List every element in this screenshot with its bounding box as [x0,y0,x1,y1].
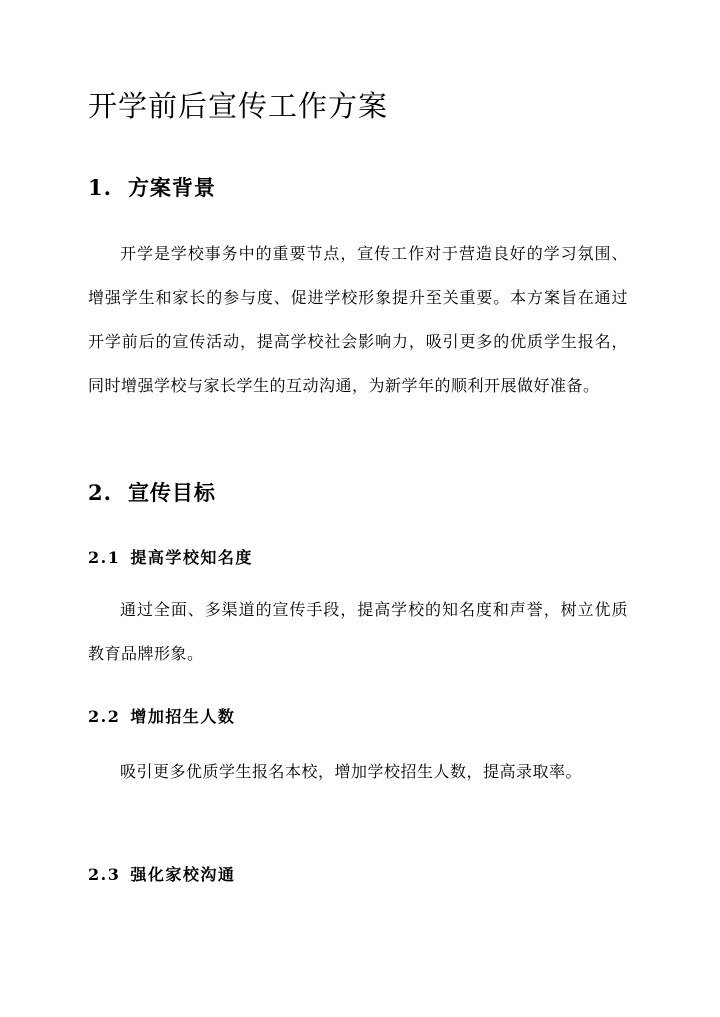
section-title: 方案背景 [127,175,216,200]
section-title: 宣传目标 [127,480,216,505]
subsection-title: 提高学校知名度 [130,548,253,567]
section-number: 2. [88,480,112,505]
subsection-title: 增加招生人数 [130,707,236,726]
subsection-paragraph-2-2: 吸引更多优质学生报名本校，增加学校招生人数，提高录取率。 [120,762,583,781]
subsection-number: 2.1 [88,548,121,567]
subsection-heading-2-3 [88,862,235,885]
subsection-title: 强化家校沟通 [130,865,236,884]
document-title: 开学前后宣传工作方案 [88,89,389,123]
section-heading-1 [88,172,216,202]
section-number: 1. [88,175,112,200]
section-paragraph-background: 开学是学校事务中的重要节点，宣传工作对于营造良好的学习氛围、增强学生和家长的参与度、促进学校形象提升至关重要。本方案旨在通过开学前后的宣传活动，提高学校社会影响力，吸引更多的优质学生报名，同时增强学校与家长学生的互动沟通，为新学年的顺利开展做好准备。 [88,244,628,395]
subsection-paragraph-2-1: 通过全面、多渠道的宣传手段，提高学校的知名度和声誉，树立优质教育品牌形象。 [88,600,628,663]
subsection-heading-2-1 [88,545,253,568]
section-heading-2 [88,477,216,507]
subsection-number: 2.3 [88,865,121,884]
subsection-number: 2.2 [88,707,121,726]
subsection-heading-2-2 [88,704,235,727]
